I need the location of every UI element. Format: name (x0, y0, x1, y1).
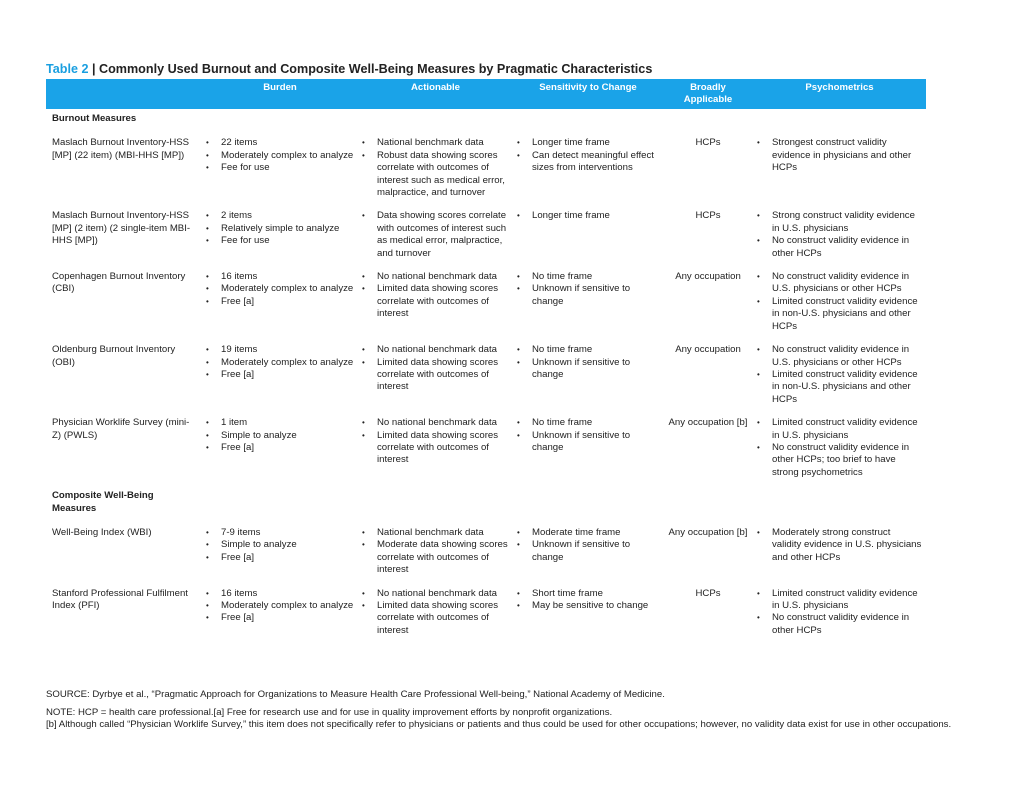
actionable-cell (358, 267, 513, 340)
sensitivity-cell-list (517, 527, 659, 564)
header-burden: Burden (202, 79, 358, 109)
table-notes (46, 689, 986, 731)
sensitivity-cell-list (517, 137, 659, 174)
bullet-item: • Moderately complex to analyze (206, 600, 354, 612)
table-header-row (46, 79, 926, 109)
psychometrics-cell (753, 413, 926, 486)
measure-name: Maslach Burnout Inventory-HSS [MP] (22 item) (MBI-HHS [MP]) (52, 137, 190, 161)
psychometrics-cell-list (757, 527, 922, 564)
broadly-applicable-cell: Any occupation [b] (668, 526, 748, 538)
bullet-item: • No national benchmark data (362, 588, 509, 600)
header-psychometrics: Psychometrics (753, 79, 926, 109)
bullet-item: • Free [a] (206, 552, 354, 564)
bullet-item: • National benchmark data (362, 137, 509, 149)
burden-cell (202, 206, 358, 267)
sensitivity-cell (513, 340, 663, 413)
burden-cell-list (206, 137, 354, 174)
burden-cell-list (206, 210, 354, 247)
bullet-item: • Strongest construct validity evidence in physicians and other HCPs (757, 137, 922, 174)
sensitivity-cell (513, 267, 663, 340)
bullet-item: • Moderately complex to analyze (206, 357, 354, 369)
bullet-item: • Moderately strong construct validity evidence in U.S. physicians and other HCPs (757, 527, 922, 564)
bullet-item: • Limited data showing scores correlate with outcomes of interest (362, 430, 509, 467)
bullet-item: • 22 items (206, 137, 354, 149)
bullet-item: • Relatively simple to analyze (206, 223, 354, 235)
source-note: SOURCE: Dyrbye et al., “Pragmatic Approach for Organizations to Measure Health Care Professional Well-being,” National Academy of Medicine. (46, 689, 665, 700)
actionable-cell-list (362, 344, 509, 394)
bullet-item: • Robust data showing scores correlate with outcomes of interest such as medical error, malpractice, and turnover (362, 150, 509, 200)
table-row (46, 523, 926, 584)
actionable-cell (358, 206, 513, 267)
bullet-item: • Longer time frame (517, 210, 659, 222)
sensitivity-cell-list (517, 271, 659, 308)
bullet-item: • Limited construct validity evidence in non-U.S. physicians and other HCPs (757, 296, 922, 333)
burden-cell-list (206, 417, 354, 454)
bullet-item: • Can detect meaningful effect sizes from interventions (517, 150, 659, 175)
bullet-item: • Strong construct validity evidence in U.S. physicians (757, 210, 922, 235)
bullet-item: • No time frame (517, 417, 659, 429)
section-spacer (202, 109, 926, 133)
burden-cell (202, 584, 358, 645)
bullet-item: • 16 items (206, 271, 354, 283)
actionable-cell-list (362, 210, 509, 260)
bullet-item: • Unknown if sensitive to change (517, 430, 659, 455)
bullet-item: • 7-9 items (206, 527, 354, 539)
bullet-item: • No time frame (517, 271, 659, 283)
bullet-item: • Limited construct validity evidence in U.S. physicians (757, 417, 922, 442)
bullet-item: • 16 items (206, 588, 354, 600)
section-row (46, 486, 926, 523)
psychometrics-cell-list (757, 344, 922, 406)
bullet-item: • Unknown if sensitive to change (517, 283, 659, 308)
bullet-item: • Longer time frame (517, 137, 659, 149)
broadly-applicable-cell: Any occupation (675, 344, 741, 356)
bullet-item: • Limited data showing scores correlate with outcomes of interest (362, 283, 509, 320)
measure-name: Physician Worklife Survey (mini-Z) (PWLS) (52, 417, 190, 441)
bullet-item: • Unknown if sensitive to change (517, 539, 659, 564)
table-row (46, 584, 926, 645)
psychometrics-cell (753, 340, 926, 413)
bullet-item: • No construct validity evidence in other HCPs; too brief to have strong psychometrics (757, 442, 922, 479)
header-sensitivity: Sensitivity to Change (513, 79, 663, 109)
bullet-item: • Limited construct validity evidence in U.S. physicians (757, 588, 922, 613)
bullet-item: • Free [a] (206, 369, 354, 381)
table-row (46, 413, 926, 486)
bullet-item: • No national benchmark data (362, 417, 509, 429)
bullet-item: • Free [a] (206, 296, 354, 308)
section-row (46, 109, 926, 133)
bullet-item: • Moderately complex to analyze (206, 150, 354, 162)
footnote-b: [b] Although called “Physician Worklife Survey,” this item does not specifically refer to physicians or patients and thus could be used for other occupations; however, no validity data exist for use in other occupations. (46, 719, 952, 730)
psychometrics-cell (753, 206, 926, 267)
bullet-item: • Simple to analyze (206, 430, 354, 442)
bullet-item: • Limited data showing scores correlate with outcomes of interest (362, 357, 509, 394)
table-row (46, 340, 926, 413)
header-measure (46, 79, 202, 109)
bullet-item: • Moderate time frame (517, 527, 659, 539)
actionable-cell-list (362, 417, 509, 467)
measures-table (46, 79, 926, 644)
table-number: Table 2 (46, 62, 89, 76)
burden-cell (202, 267, 358, 340)
bullet-item: • Fee for use (206, 235, 354, 247)
table-body (46, 109, 926, 644)
hcp-note: NOTE: HCP = health care professional.[a] Free for research use and for use in quality improvement efforts by nonprofit organizations. (46, 707, 613, 718)
bullet-item: • 2 items (206, 210, 354, 222)
burden-cell (202, 340, 358, 413)
sensitivity-cell-list (517, 344, 659, 381)
header-broadly-applicable: Broadly Applicable (663, 79, 753, 109)
title-text: Commonly Used Burnout and Composite Well-Being Measures by Pragmatic Characteristics (99, 62, 653, 76)
burden-cell (202, 133, 358, 206)
measure-name: Oldenburg Burnout Inventory (OBI) (52, 344, 176, 368)
section-label: Burnout Measures (52, 113, 137, 124)
bullet-item: • Fee for use (206, 162, 354, 174)
broadly-applicable-cell: Any occupation (675, 271, 741, 283)
measure-name: Copenhagen Burnout Inventory (CBI) (52, 271, 186, 295)
actionable-cell (358, 340, 513, 413)
bullet-item: • No national benchmark data (362, 271, 509, 283)
table-title (46, 62, 652, 76)
bullet-item: • Data showing scores correlate with outcomes of interest such as medical error, malpractice, and turnover (362, 210, 509, 260)
title-separator: | (88, 62, 99, 76)
psychometrics-cell-list (757, 417, 922, 479)
actionable-cell (358, 523, 513, 584)
sensitivity-cell-list (517, 210, 659, 222)
bullet-item: • Free [a] (206, 442, 354, 454)
bullet-item: • Unknown if sensitive to change (517, 357, 659, 382)
psychometrics-cell-list (757, 137, 922, 174)
bullet-item: • 19 items (206, 344, 354, 356)
section-label: Composite Well-Being Measures (52, 490, 154, 514)
bullet-item: • Free [a] (206, 612, 354, 624)
bullet-item: • Short time frame (517, 588, 659, 600)
table-row (46, 206, 926, 267)
sensitivity-cell-list (517, 588, 659, 613)
bullet-item: • No construct validity evidence in other HCPs (757, 612, 922, 637)
burden-cell-list (206, 344, 354, 381)
psychometrics-cell-list (757, 271, 922, 333)
bullet-item: • No construct validity evidence in U.S. physicians or other HCPs (757, 344, 922, 369)
burden-cell-list (206, 271, 354, 308)
bullet-item: • No national benchmark data (362, 344, 509, 356)
psychometrics-cell-list (757, 210, 922, 260)
measure-name: Stanford Professional Fulfilment Index (PFI) (52, 587, 188, 611)
bullet-item: • No construct validity evidence in U.S. physicians or other HCPs (757, 271, 922, 296)
burden-cell-list (206, 527, 354, 564)
bullet-item: • Moderately complex to analyze (206, 283, 354, 295)
sensitivity-cell (513, 133, 663, 206)
actionable-cell-list (362, 527, 509, 577)
table-row (46, 267, 926, 340)
broadly-applicable-cell: Any occupation [b] (668, 417, 748, 429)
burden-cell (202, 413, 358, 486)
psychometrics-cell (753, 584, 926, 645)
sensitivity-cell (513, 413, 663, 486)
actionable-cell (358, 133, 513, 206)
table-row (46, 133, 926, 206)
actionable-cell-list (362, 588, 509, 638)
bullet-item: • Limited construct validity evidence in non-U.S. physicians and other HCPs (757, 369, 922, 406)
broadly-applicable-cell: HCPs (695, 587, 721, 599)
bullet-item: • Limited data showing scores correlate with outcomes of interest (362, 600, 509, 637)
measure-name: Maslach Burnout Inventory-HSS [MP] (2 item) (2 single-item MBI-HHS [MP]) (52, 210, 191, 247)
bullet-item: • No time frame (517, 344, 659, 356)
sensitivity-cell-list (517, 417, 659, 454)
broadly-applicable-cell: HCPs (695, 137, 721, 149)
bullet-item: • 1 item (206, 417, 354, 429)
bullet-item: • National benchmark data (362, 527, 509, 539)
sensitivity-cell (513, 206, 663, 267)
psychometrics-cell-list (757, 588, 922, 638)
bullet-item: • Simple to analyze (206, 539, 354, 551)
actionable-cell (358, 413, 513, 486)
sensitivity-cell (513, 523, 663, 584)
psychometrics-cell (753, 523, 926, 584)
actionable-cell-list (362, 271, 509, 321)
psychometrics-cell (753, 267, 926, 340)
burden-cell-list (206, 588, 354, 625)
actionable-cell-list (362, 137, 509, 199)
sensitivity-cell (513, 584, 663, 645)
bullet-item: • May be sensitive to change (517, 600, 659, 612)
bullet-item: • No construct validity evidence in other HCPs (757, 235, 922, 260)
broadly-applicable-cell: HCPs (695, 210, 721, 222)
burden-cell (202, 523, 358, 584)
bullet-item: • Moderate data showing scores correlate with outcomes of interest (362, 539, 509, 576)
actionable-cell (358, 584, 513, 645)
header-actionable: Actionable (358, 79, 513, 109)
psychometrics-cell (753, 133, 926, 206)
section-spacer (202, 486, 926, 523)
measure-name: Well-Being Index (WBI) (52, 526, 152, 538)
